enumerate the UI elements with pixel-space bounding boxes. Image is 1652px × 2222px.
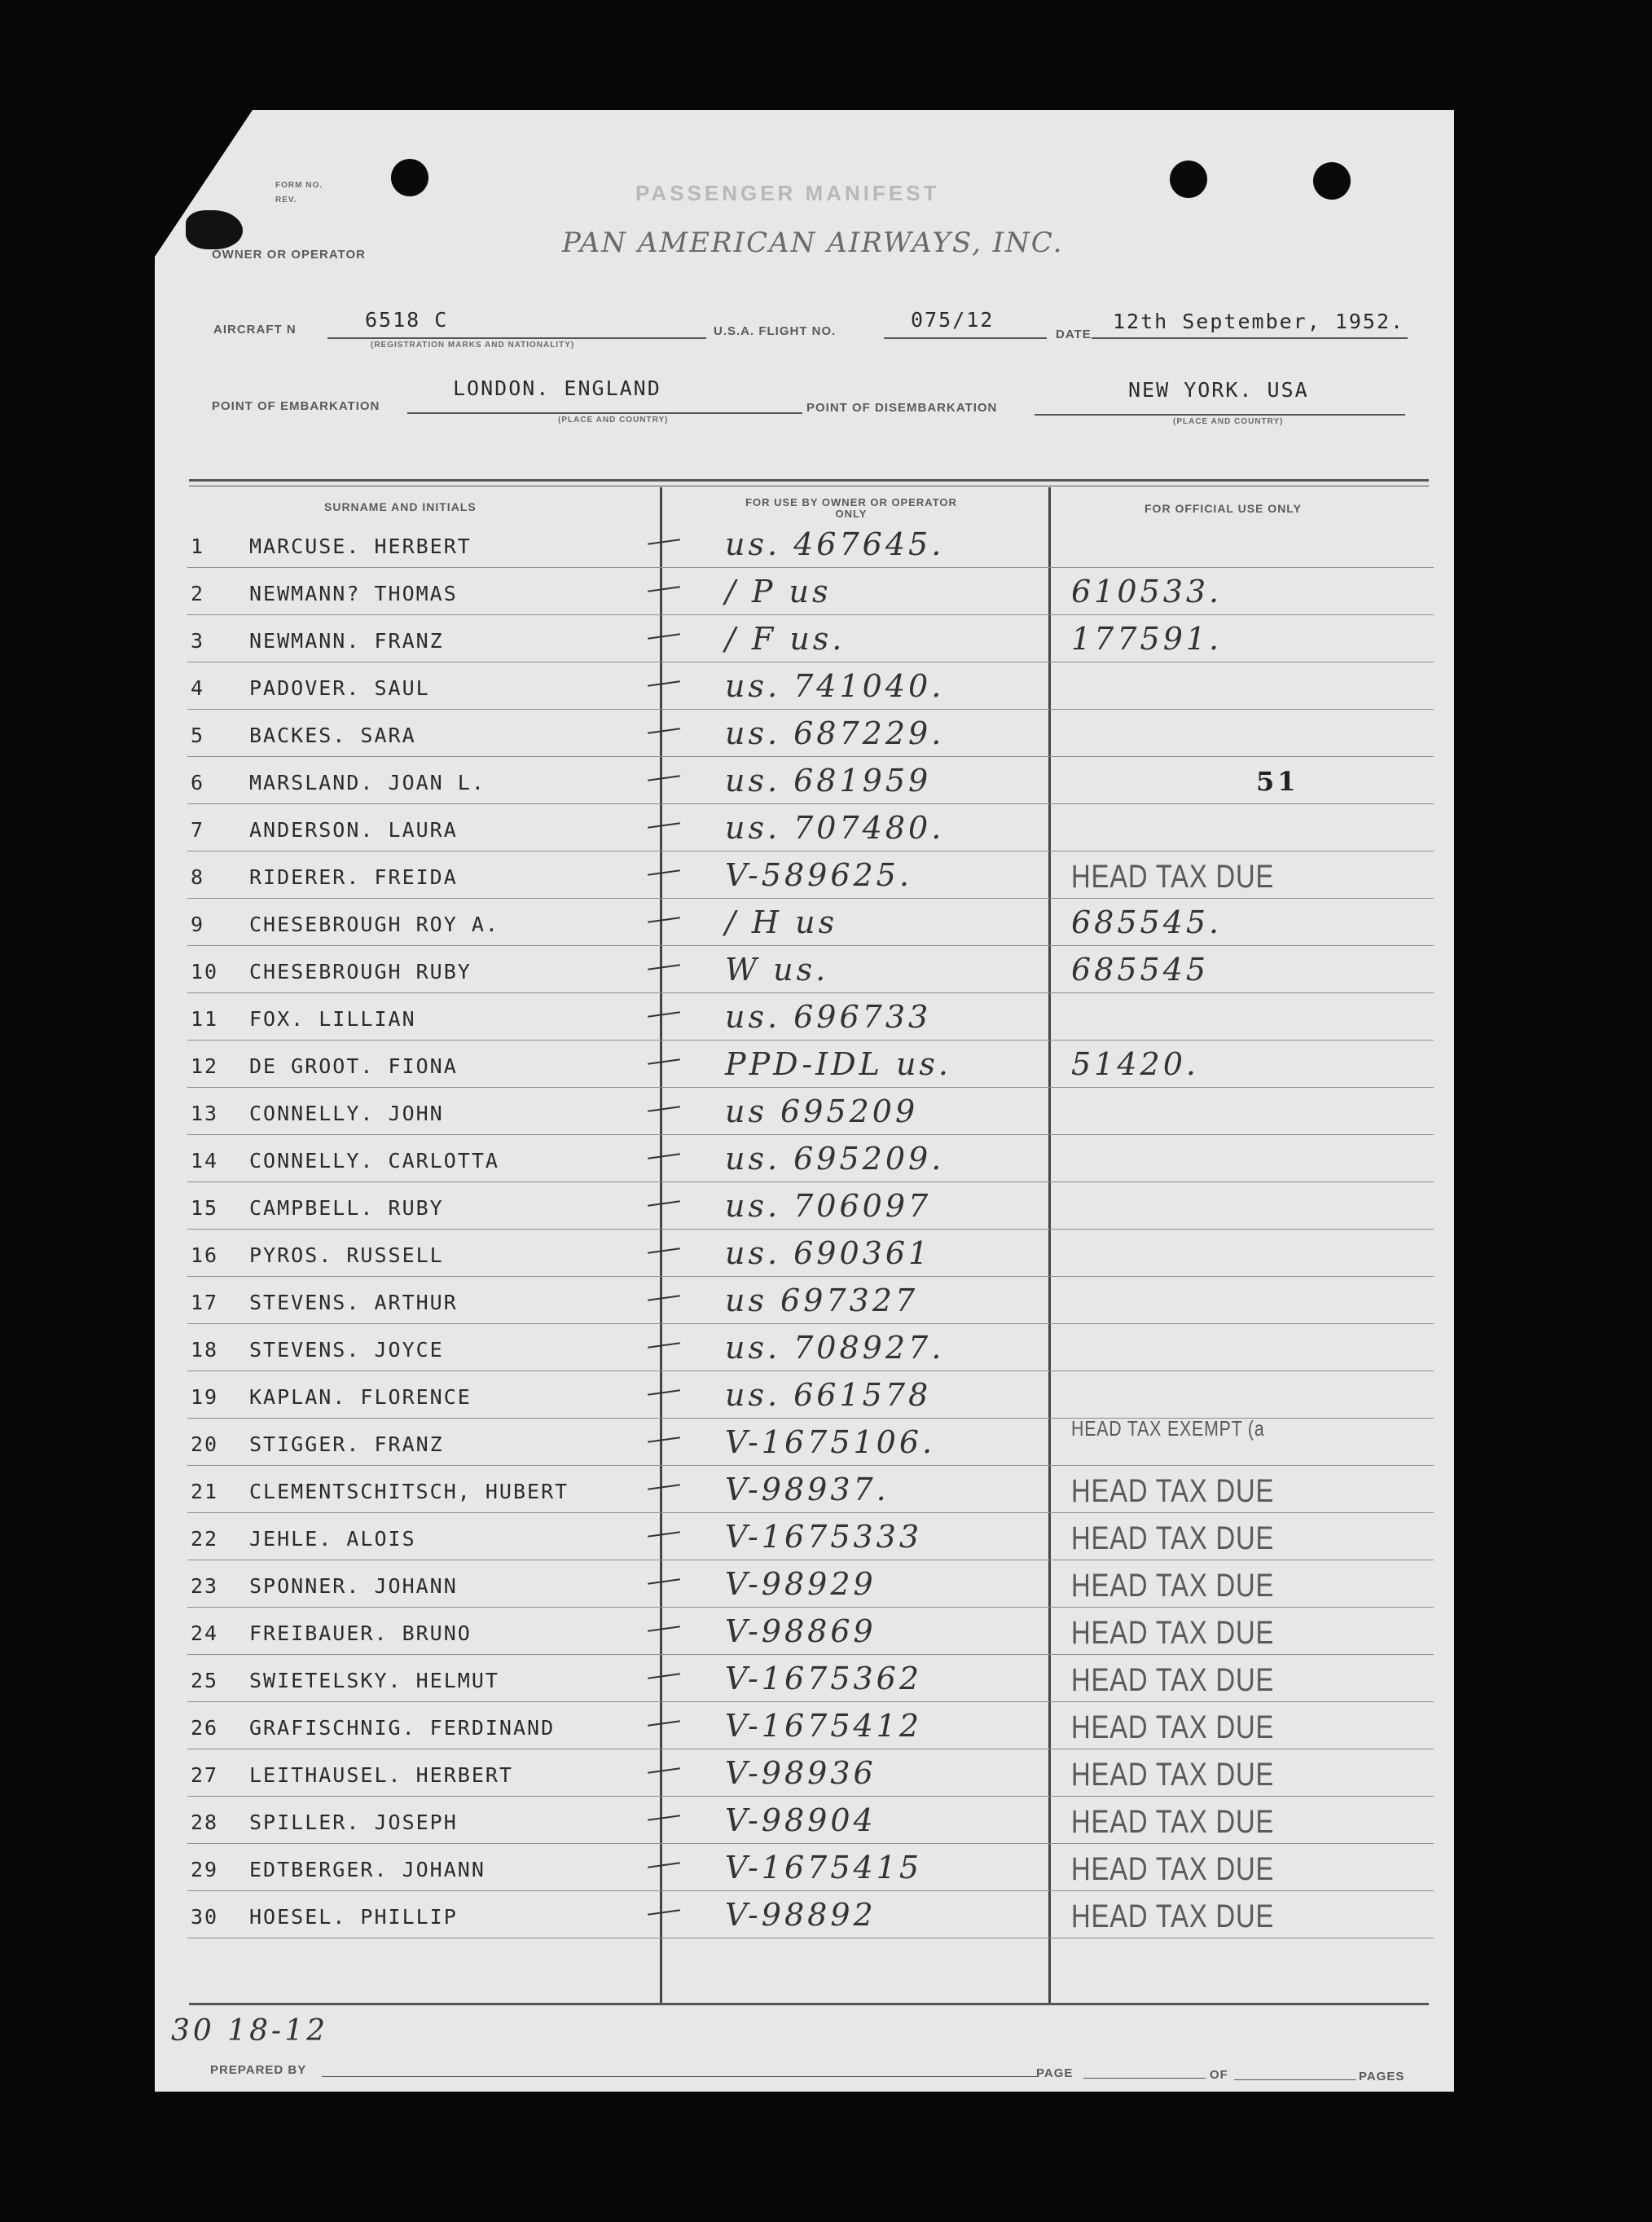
passenger-name: NEWMANN? THOMAS <box>249 582 458 605</box>
disembark-place-caption: (PLACE AND COUNTRY) <box>1173 417 1284 426</box>
owner-entry: W us. <box>725 952 829 988</box>
official-entry: HEAD TAX DUE <box>1071 1757 1275 1793</box>
owner-entry: us 695209 <box>725 1093 919 1129</box>
date-line <box>1092 337 1408 339</box>
passenger-name: FREIBAUER. BRUNO <box>249 1621 472 1645</box>
row-number: 3 <box>191 629 205 653</box>
official-entry: 177591. <box>1071 621 1223 657</box>
table-row <box>187 1372 1434 1419</box>
row-number: 6 <box>191 771 205 794</box>
check-dash <box>648 917 680 923</box>
col-header-official: FOR OFFICIAL USE ONLY <box>1145 502 1302 515</box>
punch-hole-center <box>1170 161 1207 198</box>
aircraft-value: 6518 C <box>365 308 449 332</box>
owner-entry: / H us <box>725 904 838 940</box>
check-dash <box>648 1862 680 1868</box>
owner-entry: V-98929 <box>725 1566 877 1602</box>
table-row <box>187 663 1434 710</box>
table-row <box>187 1136 1434 1182</box>
check-dash <box>648 1673 680 1679</box>
check-dash <box>648 1106 680 1112</box>
passenger-name: CHESEBROUGH ROY A. <box>249 913 499 936</box>
passenger-name: STEVENS. ARTHUR <box>249 1291 458 1314</box>
owner-entry: V-98892 <box>725 1897 877 1933</box>
passenger-name: CONNELLY. CARLOTTA <box>249 1149 499 1173</box>
row-number: 10 <box>191 960 219 983</box>
official-entry: HEAD TAX DUE <box>1071 1520 1275 1556</box>
table-row <box>187 1892 1434 1938</box>
official-entry: 610533. <box>1071 574 1223 609</box>
row-number: 14 <box>191 1149 219 1173</box>
table-row <box>187 1608 1434 1655</box>
official-entry: 685545 <box>1071 952 1210 988</box>
table-row <box>187 1561 1434 1608</box>
owner-entry: V-1675362 <box>725 1661 923 1696</box>
row-number: 19 <box>191 1385 219 1409</box>
passenger-name: PADOVER. SAUL <box>249 676 430 700</box>
table-row <box>187 852 1434 899</box>
check-dash <box>648 633 680 640</box>
check-dash <box>648 1484 680 1490</box>
row-number: 24 <box>191 1621 219 1645</box>
table-row <box>187 1416 1434 1466</box>
owner-entry: us. 706097 <box>725 1188 932 1224</box>
row-number: 15 <box>191 1196 219 1220</box>
embark-place-caption: (PLACE AND COUNTRY) <box>558 416 669 425</box>
check-dash <box>648 1578 680 1585</box>
aircraft-label: AIRCRAFT N <box>213 323 297 337</box>
table-row <box>187 1703 1434 1749</box>
check-dash <box>648 586 680 592</box>
disembarkation-value: NEW YORK. USA <box>1128 378 1309 402</box>
prepared-by-line <box>322 2076 1039 2077</box>
check-dash <box>648 775 680 781</box>
passenger-name: SPONNER. JOHANN <box>249 1574 458 1598</box>
col-header-owner: FOR USE BY OWNER OR OPERATOR ONLY <box>745 496 957 520</box>
check-dash <box>648 1626 680 1632</box>
check-dash <box>648 539 680 545</box>
table-row <box>187 1230 1434 1277</box>
table-row <box>187 1750 1434 1797</box>
check-dash <box>648 822 680 829</box>
row-number: 2 <box>191 582 205 605</box>
passenger-name: LEITHAUSEL. HERBERT <box>249 1763 513 1787</box>
row-number: 21 <box>191 1480 219 1503</box>
passenger-name: PYROS. RUSSELL <box>249 1243 444 1267</box>
flight-label: U.S.A. FLIGHT NO. <box>714 324 837 338</box>
passenger-name: DE GROOT. FIONA <box>249 1054 458 1078</box>
row-number: 17 <box>191 1291 219 1314</box>
company-name: PAN AMERICAN AIRWAYS, INC. <box>562 227 1064 259</box>
check-dash <box>648 1342 680 1349</box>
of-line <box>1234 2079 1356 2080</box>
table-row <box>187 1041 1434 1088</box>
owner-entry: V-98936 <box>725 1755 877 1791</box>
official-entry: HEAD TAX DUE <box>1071 1709 1275 1745</box>
table-row <box>187 900 1434 946</box>
row-number: 22 <box>191 1527 219 1551</box>
check-dash <box>648 1058 680 1065</box>
flight-value: 075/12 <box>911 308 995 332</box>
owner-entry: us. 707480. <box>725 810 945 846</box>
official-entry: HEAD TAX DUE <box>1071 1568 1275 1604</box>
row-number: 26 <box>191 1716 219 1740</box>
passenger-name: FOX. LILLIAN <box>249 1007 416 1031</box>
official-entry: HEAD TAX DUE <box>1071 859 1275 895</box>
table-row <box>187 1845 1434 1891</box>
owner-entry: us. 741040. <box>725 668 945 704</box>
table-row <box>187 616 1434 662</box>
check-dash <box>648 1909 680 1916</box>
official-entry: HEAD TAX DUE <box>1071 1662 1275 1698</box>
table-row <box>187 1797 1434 1844</box>
official-entry: 51420. <box>1071 1046 1199 1082</box>
row-number: 25 <box>191 1669 219 1692</box>
passenger-name: SPILLER. JOSEPH <box>249 1811 458 1834</box>
table-row <box>187 758 1434 804</box>
check-dash <box>648 1531 680 1538</box>
passenger-tally: 30 18-12 <box>171 2014 329 2048</box>
passenger-name: MARSLAND. JOAN L. <box>249 771 485 794</box>
table-row <box>187 569 1434 615</box>
aircraft-line <box>327 337 706 339</box>
official-entry: HEAD TAX DUE <box>1071 1804 1275 1840</box>
owner-entry: us. 661578 <box>725 1377 932 1413</box>
table-top-rule <box>189 479 1429 482</box>
table-row <box>187 1278 1434 1324</box>
row-number: 7 <box>191 818 205 842</box>
table-row <box>187 1089 1434 1135</box>
date-value: 12th September, 1952. <box>1113 310 1405 333</box>
check-dash <box>648 1200 680 1207</box>
col-header-surname: SURNAME AND INITIALS <box>324 500 477 513</box>
passenger-name: BACKES. SARA <box>249 724 416 747</box>
owner-entry: V-589625. <box>725 857 912 893</box>
embarkation-value: LONDON. ENGLAND <box>453 376 661 400</box>
row-number: 20 <box>191 1432 219 1456</box>
official-entry: HEAD TAX EXEMPT (a <box>1071 1416 1265 1441</box>
owner-entry: us. 708927. <box>725 1330 945 1366</box>
official-entry: HEAD TAX DUE <box>1071 1899 1275 1934</box>
official-entry: HEAD TAX DUE <box>1071 1851 1275 1887</box>
table-row <box>187 1325 1434 1371</box>
row-number: 12 <box>191 1054 219 1078</box>
table-row <box>187 1467 1434 1513</box>
table-row <box>187 947 1434 993</box>
owner-entry: / F us. <box>725 621 846 657</box>
embarkation-label: POINT OF EMBARKATION <box>212 399 380 413</box>
table-bottom-rule <box>189 2003 1429 2005</box>
form-code-bottom: REV. <box>275 196 297 205</box>
check-dash <box>648 1720 680 1727</box>
table-row <box>187 521 1434 568</box>
official-entry: 685545. <box>1071 904 1223 940</box>
check-dash <box>648 1437 680 1443</box>
owner-entry: us. 467645. <box>725 526 945 562</box>
check-dash <box>648 1153 680 1159</box>
owner-entry: / P us <box>725 574 832 609</box>
of-label: OF <box>1210 2068 1228 2082</box>
page-label: PAGE <box>1036 2066 1074 2080</box>
form-code-top: FORM NO. <box>275 181 323 190</box>
passenger-name: ANDERSON. LAURA <box>249 818 458 842</box>
owner-entry: V-98904 <box>725 1802 877 1838</box>
table-row <box>187 994 1434 1041</box>
row-number: 8 <box>191 865 205 889</box>
check-dash <box>648 1767 680 1774</box>
disembarkation-line <box>1035 414 1405 416</box>
check-dash <box>648 964 680 970</box>
check-dash <box>648 869 680 876</box>
page-line <box>1083 2078 1206 2079</box>
date-label: DATE <box>1056 328 1092 341</box>
passenger-name: GRAFISCHNIG. FERDINAND <box>249 1716 556 1740</box>
owner-entry: V-1675415 <box>725 1850 923 1885</box>
row-number: 9 <box>191 913 205 936</box>
passenger-name: JEHLE. ALOIS <box>249 1527 416 1551</box>
owner-entry: us. 690361 <box>725 1235 932 1271</box>
owner-entry: us. 687229. <box>725 715 945 751</box>
passenger-name: CLEMENTSCHITSCH, HUBERT <box>249 1480 569 1503</box>
check-dash <box>648 1295 680 1301</box>
official-entry: HEAD TAX DUE <box>1071 1473 1275 1509</box>
flight-line <box>884 337 1047 339</box>
row-number: 1 <box>191 535 205 558</box>
manifest-title: PASSENGER MANIFEST <box>635 181 940 205</box>
official-entry: HEAD TAX DUE <box>1071 1615 1275 1651</box>
row-number: 4 <box>191 676 205 700</box>
table-row <box>187 711 1434 757</box>
owner-entry: V-98869 <box>725 1613 877 1649</box>
passenger-name: CONNELLY. JOHN <box>249 1102 444 1125</box>
prepared-by-label: PREPARED BY <box>210 2063 307 2077</box>
row-number: 29 <box>191 1858 219 1881</box>
passenger-name: CHESEBROUGH RUBY <box>249 960 472 983</box>
owner-entry: V-1675412 <box>725 1708 923 1744</box>
row-number: 11 <box>191 1007 219 1031</box>
owner-entry: us. 695209. <box>725 1141 945 1177</box>
table-row <box>187 1183 1434 1230</box>
row-number: 18 <box>191 1338 219 1362</box>
check-dash <box>648 1815 680 1821</box>
check-dash <box>648 1389 680 1396</box>
check-dash <box>648 1247 680 1254</box>
row-number: 28 <box>191 1811 219 1834</box>
passenger-name: STIGGER. FRANZ <box>249 1432 444 1456</box>
owner-entry: PPD-IDL us. <box>725 1046 951 1082</box>
passenger-name: NEWMANN. FRANZ <box>249 629 444 653</box>
check-dash <box>648 1011 680 1018</box>
passenger-name: EDTBERGER. JOHANN <box>249 1858 485 1881</box>
passenger-name: CAMPBELL. RUBY <box>249 1196 444 1220</box>
passenger-name: RIDERER. FREIDA <box>249 865 458 889</box>
row-number: 30 <box>191 1905 219 1929</box>
owner-entry: V-98937. <box>725 1472 890 1507</box>
table-row <box>187 1514 1434 1560</box>
disembarkation-label: POINT OF DISEMBARKATION <box>806 401 998 415</box>
punch-hole-right <box>1313 162 1351 200</box>
official-entry: 51 <box>1256 766 1299 797</box>
owner-entry: us. 681959 <box>725 763 932 799</box>
check-dash <box>648 728 680 734</box>
row-number: 27 <box>191 1763 219 1787</box>
row-number: 23 <box>191 1574 219 1598</box>
embarkation-line <box>407 412 802 414</box>
owner-operator-label: OWNER OR OPERATOR <box>212 248 366 262</box>
owner-entry: us 697327 <box>725 1283 919 1318</box>
passenger-name: STEVENS. JOYCE <box>249 1338 444 1362</box>
torn-corner-shadow <box>186 210 243 249</box>
punch-hole-left <box>391 159 428 196</box>
table-row <box>187 805 1434 851</box>
owner-entry: us. 696733 <box>725 999 932 1035</box>
check-dash <box>648 680 680 687</box>
row-number: 13 <box>191 1102 219 1125</box>
passenger-name: HOESEL. PHILLIP <box>249 1905 458 1929</box>
passenger-name: KAPLAN. FLORENCE <box>249 1385 472 1409</box>
row-number: 5 <box>191 724 205 747</box>
passenger-name: SWIETELSKY. HELMUT <box>249 1669 499 1692</box>
registration-caption: (REGISTRATION MARKS AND NATIONALITY) <box>371 341 575 350</box>
pages-label: PAGES <box>1359 2070 1405 2083</box>
owner-entry: V-1675106. <box>725 1424 936 1460</box>
row-number: 16 <box>191 1243 219 1267</box>
owner-entry: V-1675333 <box>725 1519 923 1555</box>
table-row <box>187 1656 1434 1702</box>
passenger-name: MARCUSE. HERBERT <box>249 535 472 558</box>
